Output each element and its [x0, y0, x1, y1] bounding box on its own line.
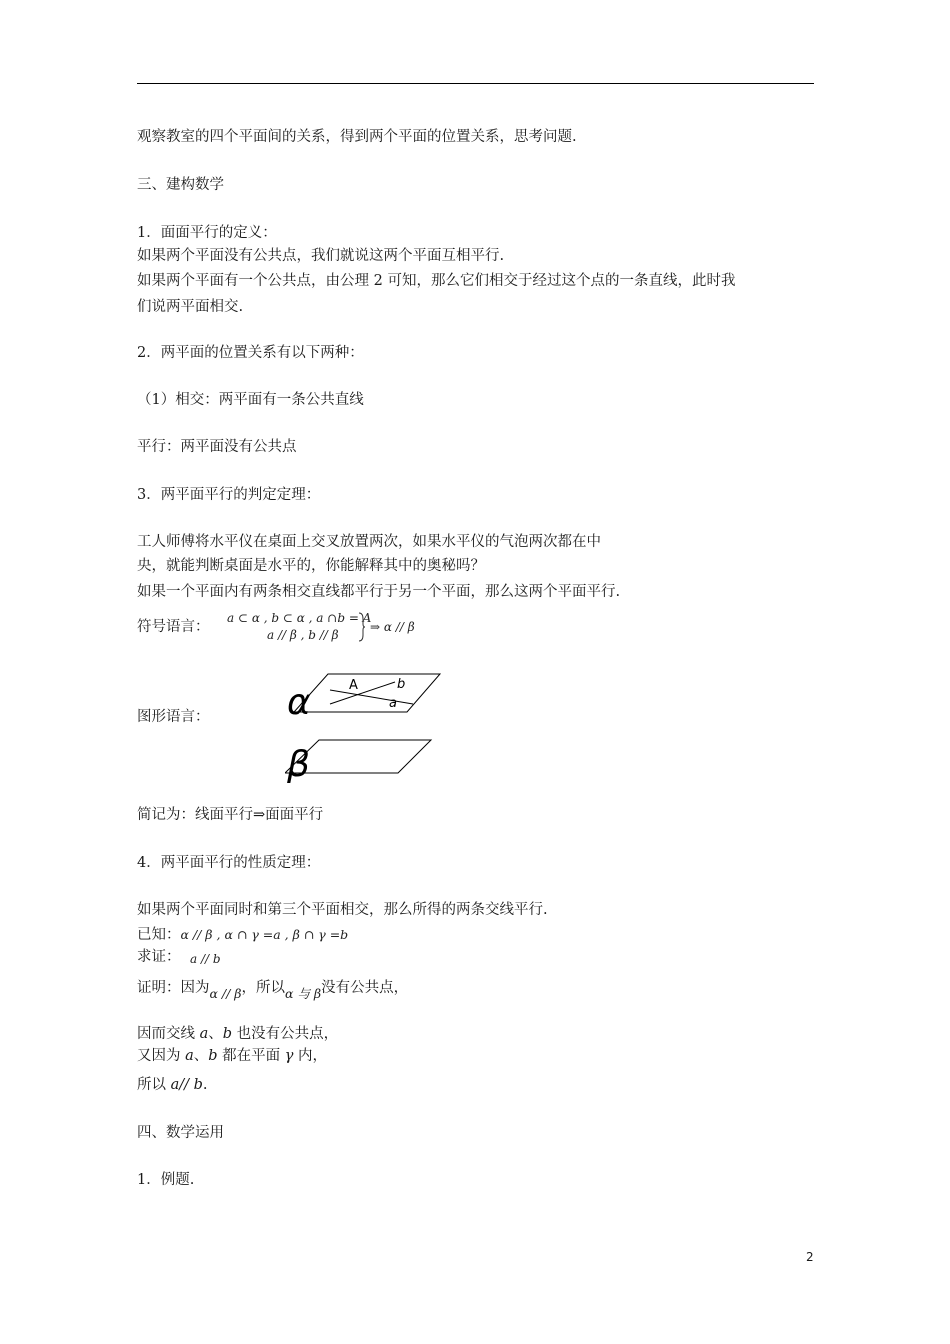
- known-line: [137, 925, 348, 945]
- text-segment: 都在平面: [217, 1048, 285, 1064]
- plane-beta: [285, 740, 431, 783]
- proof-math-2: α 与 β: [285, 986, 322, 1001]
- var-gamma: γ: [284, 1048, 294, 1064]
- page-number: 2: [806, 1250, 814, 1264]
- line-a: [330, 690, 413, 704]
- paragraph: 如果两个平面有一个公共点，由公理 2 可知，那么它们相交于经过这个点的一条直线，此时我: [137, 273, 736, 289]
- condition-line-2: a // β , b // β: [267, 628, 339, 642]
- line-b: [330, 682, 395, 704]
- text-segment: 、: [193, 1048, 209, 1064]
- paragraph: 如果两个平面同时和第三个平面相交，那么所得的两条交线平行.: [137, 902, 548, 918]
- known-math: α // β , α ∩ γ =a , β ∩ γ =b: [180, 927, 349, 942]
- right-brace-icon: [358, 612, 366, 642]
- text-segment: 因而交线: [137, 1026, 200, 1042]
- paragraph: （1）相交：两平面有一条公共直线: [137, 392, 364, 408]
- text-segment: 又因为: [137, 1048, 186, 1064]
- text-segment: 也没有公共点，: [232, 1026, 339, 1042]
- symbol-language-label: 符号语言：: [137, 619, 210, 635]
- point-a-label: A: [349, 678, 358, 693]
- text-segment: 所以: [137, 1077, 171, 1093]
- proof-line-4: [137, 1075, 208, 1095]
- summary: 简记为：线面平行⇒面面平行: [137, 807, 324, 823]
- proof-end: 没有公共点，: [321, 980, 409, 996]
- subheading: 1．例题.: [137, 1172, 195, 1188]
- proof-math-1: α // β: [209, 986, 242, 1001]
- paragraph: 观察教室的四个平面间的关系，得到两个平面的位置关系，思考问题.: [137, 129, 577, 145]
- text-segment: 内，: [293, 1048, 328, 1064]
- proof-line-3: [137, 1046, 327, 1066]
- paragraph: 工人师傅将水平仪在桌面上交叉放置两次，如果水平仪的气泡两次都在中: [137, 534, 601, 550]
- paragraph: 平行：两平面没有公共点: [137, 439, 297, 455]
- subheading: 3．两平面平行的判定定理：: [137, 487, 321, 503]
- paragraph: 如果两个平面没有公共点，我们就说这两个平面互相平行.: [137, 248, 505, 264]
- prove-math: a // b: [190, 952, 221, 966]
- subheading: 2．两平面的位置关系有以下两种：: [137, 345, 364, 361]
- header-rule: [137, 83, 814, 84]
- subheading: 4．两平面平行的性质定理：: [137, 855, 321, 871]
- parallel-planes-figure: [285, 668, 460, 783]
- condition-line-1: a ⊂ α , b ⊂ α , a ∩b = A: [227, 611, 372, 625]
- subheading: 1．面面平行的定义：: [137, 225, 277, 241]
- section-heading: 四、数学运用: [137, 1125, 224, 1141]
- proof-line-2: [137, 1024, 338, 1044]
- conclusion-math: a// b: [170, 1077, 203, 1093]
- paragraph: 们说两平面相交.: [137, 299, 244, 315]
- var-b: b: [208, 1048, 218, 1064]
- paragraph: 如果一个平面内有两条相交直线都平行于另一个平面，那么这两个平面平行.: [137, 584, 621, 600]
- paragraph: 央，就能判断桌面是水平的，你能解释其中的奥秘吗？: [137, 558, 485, 574]
- known-label: 已知：: [137, 927, 181, 943]
- var-a: a: [185, 1048, 194, 1064]
- section-heading: 三、建构数学: [137, 177, 224, 193]
- alpha-label: α: [287, 682, 311, 723]
- text-segment: .: [202, 1077, 208, 1093]
- proof-line: [137, 978, 409, 1001]
- text-segment: 、: [208, 1026, 223, 1042]
- line-b-label: b: [397, 677, 406, 692]
- conclusion: ⇒ α // β: [370, 620, 415, 634]
- line-a-label: a: [389, 696, 397, 711]
- proof-label: 证明：因为: [137, 980, 210, 996]
- var-b: b: [222, 1026, 233, 1042]
- graph-language-label: 图形语言：: [137, 709, 210, 725]
- var-a: a: [199, 1026, 209, 1042]
- plane-alpha: [287, 674, 440, 723]
- proof-mid: ，所以: [241, 980, 286, 996]
- beta-label: β: [287, 744, 310, 783]
- prove-label: 求证：: [137, 949, 181, 965]
